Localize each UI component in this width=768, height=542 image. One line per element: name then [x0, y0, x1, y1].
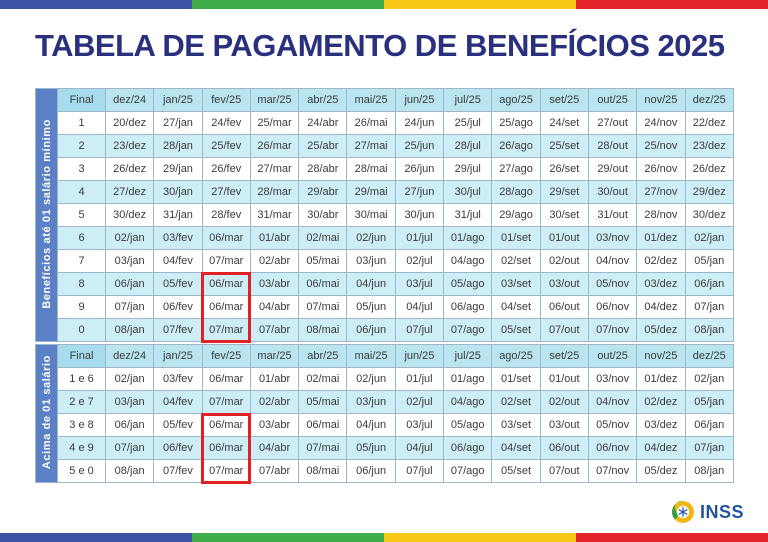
payment-date-cell: 05/jan [685, 391, 733, 414]
payment-date-cell: 03/nov [588, 368, 636, 391]
payment-date-cell: 28/mai [347, 158, 395, 181]
payment-date-cell: 06/jan [106, 414, 154, 437]
payment-date-cell: 04/jul [395, 296, 443, 319]
table-row [36, 204, 734, 227]
table-sidebar-label [36, 89, 58, 342]
payment-table [35, 88, 734, 342]
payment-date-cell: 04/ago [444, 391, 492, 414]
payment-date-cell: 06/nov [588, 437, 636, 460]
payment-date-cell: 28/out [588, 135, 636, 158]
column-header-month: mai/25 [347, 89, 395, 112]
payment-date-cell: 30/dez [685, 204, 733, 227]
table-row [36, 296, 734, 319]
payment-date-cell: 03/jan [106, 391, 154, 414]
payment-date-cell: 02/abr [250, 250, 298, 273]
stripe-segment [576, 0, 768, 9]
table-row [36, 227, 734, 250]
payment-date-cell: 07/mar [202, 250, 250, 273]
payment-date-cell: 30/jun [395, 204, 443, 227]
payment-date-cell: 28/ago [492, 181, 540, 204]
payment-date-cell: 06/ago [444, 296, 492, 319]
payment-date-cell: 05/jun [347, 437, 395, 460]
payment-date-cell: 28/mar [250, 181, 298, 204]
payment-date-cell: 05/dez [637, 460, 685, 483]
payment-date-cell: 02/jun [347, 227, 395, 250]
payment-date-cell: 07/mai [299, 296, 347, 319]
column-header-month: jul/25 [444, 345, 492, 368]
payment-date-cell: 24/nov [637, 112, 685, 135]
payment-date-cell: 04/jun [347, 273, 395, 296]
table-row [36, 319, 734, 342]
payment-date-cell: 23/dez [685, 135, 733, 158]
column-header-month: ago/25 [492, 89, 540, 112]
column-header-month: nov/25 [637, 89, 685, 112]
payment-date-cell: 25/nov [637, 135, 685, 158]
payment-date-cell: 29/jan [154, 158, 202, 181]
payment-date-cell: 05/fev [154, 414, 202, 437]
payment-date-cell: 06/mar [202, 437, 250, 460]
row-label-final: 6 [58, 227, 106, 250]
row-label-final: 2 e 7 [58, 391, 106, 414]
payment-date-cell: 04/nov [588, 391, 636, 414]
payment-date-cell: 03/out [540, 414, 588, 437]
stripe-segment [0, 533, 192, 542]
payment-date-cell: 05/set [492, 460, 540, 483]
payment-date-cell: 05/dez [637, 319, 685, 342]
column-header-month: jun/25 [395, 345, 443, 368]
payment-date-cell: 27/mai [347, 135, 395, 158]
payment-date-cell: 30/dez [106, 204, 154, 227]
payment-date-cell: 01/jul [395, 227, 443, 250]
payment-date-cell: 03/set [492, 273, 540, 296]
payment-date-cell: 06/mai [299, 414, 347, 437]
payment-date-cell: 06/mai [299, 273, 347, 296]
row-label-final: 0 [58, 319, 106, 342]
payment-date-cell: 22/dez [685, 112, 733, 135]
payment-date-cell: 03/jul [395, 273, 443, 296]
table-row [36, 158, 734, 181]
payment-date-cell: 03/set [492, 414, 540, 437]
payment-date-cell: 06/mar [202, 227, 250, 250]
column-header-month: dez/24 [106, 89, 154, 112]
column-header-month: jun/25 [395, 89, 443, 112]
payment-date-cell: 03/jan [106, 250, 154, 273]
payment-date-cell: 01/out [540, 227, 588, 250]
sidebar-label-text: Benefícios até 01 salário mínimo [40, 118, 53, 309]
payment-table-minimum-wage [35, 88, 734, 342]
top-color-stripe [0, 0, 768, 9]
payment-date-cell: 07/ago [444, 319, 492, 342]
payment-date-cell: 06/out [540, 296, 588, 319]
table-row [36, 112, 734, 135]
payment-date-cell: 02/jul [395, 250, 443, 273]
payment-date-cell: 06/fev [154, 296, 202, 319]
payment-date-cell: 07/fev [154, 460, 202, 483]
column-header-month: set/25 [540, 345, 588, 368]
payment-date-cell: 02/mai [299, 227, 347, 250]
payment-date-cell: 04/fev [154, 250, 202, 273]
stripe-segment [384, 533, 576, 542]
column-header-month: set/25 [540, 89, 588, 112]
payment-date-cell: 04/abr [250, 296, 298, 319]
payment-date-cell: 06/mar [202, 296, 250, 319]
payment-date-cell: 26/dez [685, 158, 733, 181]
payment-date-cell: 29/mai [347, 181, 395, 204]
column-header-month: out/25 [588, 345, 636, 368]
payment-date-cell: 28/nov [637, 204, 685, 227]
payment-date-cell: 03/nov [588, 227, 636, 250]
payment-date-cell: 26/nov [637, 158, 685, 181]
table-header-row [36, 89, 734, 112]
payment-date-cell: 31/mar [250, 204, 298, 227]
column-header-month: dez/25 [685, 89, 733, 112]
payment-date-cell: 03/jul [395, 414, 443, 437]
payment-date-cell: 29/abr [299, 181, 347, 204]
payment-date-cell: 27/jun [395, 181, 443, 204]
payment-date-cell: 07/fev [154, 319, 202, 342]
payment-date-cell: 02/mai [299, 368, 347, 391]
payment-date-cell: 02/out [540, 250, 588, 273]
column-header-month: abr/25 [299, 89, 347, 112]
payment-date-cell: 07/abr [250, 460, 298, 483]
payment-date-cell: 08/jan [106, 319, 154, 342]
table-row [36, 437, 734, 460]
payment-date-cell: 03/jun [347, 391, 395, 414]
payment-date-cell: 01/dez [637, 227, 685, 250]
payment-date-cell: 26/fev [202, 158, 250, 181]
payment-date-cell: 04/nov [588, 250, 636, 273]
payment-date-cell: 06/mar [202, 414, 250, 437]
row-label-final: 5 [58, 204, 106, 227]
payment-date-cell: 04/abr [250, 437, 298, 460]
row-label-final: 1 e 6 [58, 368, 106, 391]
payment-date-cell: 01/set [492, 227, 540, 250]
payment-date-cell: 30/jan [154, 181, 202, 204]
payment-date-cell: 07/jul [395, 319, 443, 342]
page-title: TABELA DE PAGAMENTO DE BENEFÍCIOS 2025 [35, 28, 725, 63]
payment-date-cell: 20/dez [106, 112, 154, 135]
payment-date-cell: 27/out [588, 112, 636, 135]
payment-date-cell: 07/out [540, 460, 588, 483]
payment-date-cell: 02/jun [347, 368, 395, 391]
payment-date-cell: 05/jan [685, 250, 733, 273]
payment-date-cell: 03/out [540, 273, 588, 296]
table-row [36, 368, 734, 391]
stripe-segment [0, 0, 192, 9]
row-label-final: 1 [58, 112, 106, 135]
payment-date-cell: 27/ago [492, 158, 540, 181]
payment-date-cell: 04/fev [154, 391, 202, 414]
payment-date-cell: 29/set [540, 181, 588, 204]
table-row [36, 273, 734, 296]
payment-date-cell: 05/ago [444, 414, 492, 437]
payment-date-cell: 01/dez [637, 368, 685, 391]
payment-date-cell: 25/jul [444, 112, 492, 135]
row-label-final: 3 e 8 [58, 414, 106, 437]
table-row [36, 391, 734, 414]
payment-date-cell: 26/set [540, 158, 588, 181]
payment-date-cell: 04/dez [637, 296, 685, 319]
payment-date-cell: 28/fev [202, 204, 250, 227]
payment-table [35, 344, 734, 483]
payment-date-cell: 02/jan [106, 368, 154, 391]
table-row [36, 181, 734, 204]
payment-date-cell: 30/jul [444, 181, 492, 204]
payment-date-cell: 05/fev [154, 273, 202, 296]
payment-date-cell: 06/jun [347, 460, 395, 483]
column-header-month: mar/25 [250, 345, 298, 368]
payment-date-cell: 26/mai [347, 112, 395, 135]
payment-date-cell: 03/fev [154, 227, 202, 250]
payment-date-cell: 27/jan [154, 112, 202, 135]
payment-date-cell: 02/jul [395, 391, 443, 414]
payment-date-cell: 07/jan [106, 296, 154, 319]
payment-date-cell: 07/jul [395, 460, 443, 483]
payment-date-cell: 02/set [492, 391, 540, 414]
stripe-segment [192, 0, 384, 9]
payment-date-cell: 03/dez [637, 273, 685, 296]
bottom-color-stripe [0, 533, 768, 542]
column-header-month: fev/25 [202, 345, 250, 368]
column-header-month: jan/25 [154, 89, 202, 112]
payment-date-cell: 07/mar [202, 319, 250, 342]
row-label-final: 8 [58, 273, 106, 296]
row-label-final: 5 e 0 [58, 460, 106, 483]
payment-date-cell: 27/nov [637, 181, 685, 204]
table-row [36, 135, 734, 158]
column-header-final: Final [58, 89, 106, 112]
payment-date-cell: 07/nov [588, 460, 636, 483]
payment-date-cell: 05/nov [588, 414, 636, 437]
payment-date-cell: 04/jun [347, 414, 395, 437]
payment-date-cell: 28/abr [299, 158, 347, 181]
payment-date-cell: 03/jun [347, 250, 395, 273]
payment-date-cell: 02/dez [637, 391, 685, 414]
payment-date-cell: 04/ago [444, 250, 492, 273]
stripe-segment [576, 533, 768, 542]
payment-date-cell: 06/mar [202, 273, 250, 296]
inss-logo [671, 500, 744, 524]
payment-date-cell: 06/fev [154, 437, 202, 460]
payment-date-cell: 30/out [588, 181, 636, 204]
payment-date-cell: 04/set [492, 437, 540, 460]
payment-date-cell: 29/out [588, 158, 636, 181]
table-sidebar-label [36, 345, 58, 483]
payment-date-cell: 08/jan [685, 319, 733, 342]
payment-date-cell: 07/mar [202, 460, 250, 483]
column-header-month: jan/25 [154, 345, 202, 368]
payment-date-cell: 24/abr [299, 112, 347, 135]
payment-date-cell: 02/jan [106, 227, 154, 250]
payment-date-cell: 07/jan [685, 296, 733, 319]
payment-date-cell: 27/mar [250, 158, 298, 181]
payment-date-cell: 05/mai [299, 250, 347, 273]
column-header-month: ago/25 [492, 345, 540, 368]
row-label-final: 2 [58, 135, 106, 158]
payment-date-cell: 28/jul [444, 135, 492, 158]
payment-date-cell: 06/jan [106, 273, 154, 296]
payment-date-cell: 06/out [540, 437, 588, 460]
payment-date-cell: 05/ago [444, 273, 492, 296]
payment-date-cell: 27/dez [106, 181, 154, 204]
payment-date-cell: 01/set [492, 368, 540, 391]
payment-date-cell: 01/jul [395, 368, 443, 391]
table-header-row [36, 345, 734, 368]
payment-date-cell: 08/jan [106, 460, 154, 483]
payment-date-cell: 01/ago [444, 227, 492, 250]
payment-date-cell: 07/jan [685, 437, 733, 460]
payment-date-cell: 06/jan [685, 414, 733, 437]
payment-date-cell: 08/mai [299, 460, 347, 483]
payment-date-cell: 25/abr [299, 135, 347, 158]
column-header-month: jul/25 [444, 89, 492, 112]
inss-emblem-icon [671, 500, 695, 524]
payment-date-cell: 02/jan [685, 227, 733, 250]
payment-date-cell: 29/dez [685, 181, 733, 204]
column-header-final: Final [58, 345, 106, 368]
payment-date-cell: 05/mai [299, 391, 347, 414]
payment-date-cell: 01/out [540, 368, 588, 391]
payment-date-cell: 25/ago [492, 112, 540, 135]
payment-date-cell: 07/mai [299, 437, 347, 460]
column-header-month: mar/25 [250, 89, 298, 112]
payment-date-cell: 31/out [588, 204, 636, 227]
payment-date-cell: 25/mar [250, 112, 298, 135]
payment-date-cell: 30/set [540, 204, 588, 227]
column-header-month: fev/25 [202, 89, 250, 112]
payment-date-cell: 07/ago [444, 460, 492, 483]
payment-date-cell: 04/jul [395, 437, 443, 460]
payment-date-cell: 27/fev [202, 181, 250, 204]
payment-date-cell: 26/mar [250, 135, 298, 158]
payment-date-cell: 26/ago [492, 135, 540, 158]
payment-date-cell: 08/jan [685, 460, 733, 483]
column-header-month: out/25 [588, 89, 636, 112]
payment-date-cell: 02/set [492, 250, 540, 273]
payment-date-cell: 28/jan [154, 135, 202, 158]
payment-date-cell: 31/jul [444, 204, 492, 227]
payment-date-cell: 01/ago [444, 368, 492, 391]
payment-date-cell: 25/fev [202, 135, 250, 158]
payment-date-cell: 07/abr [250, 319, 298, 342]
column-header-month: dez/25 [685, 345, 733, 368]
stripe-segment [192, 533, 384, 542]
sidebar-label-text: Acima de 01 salário [40, 354, 53, 470]
payment-date-cell: 03/abr [250, 273, 298, 296]
payment-date-cell: 03/fev [154, 368, 202, 391]
payment-date-cell: 24/fev [202, 112, 250, 135]
payment-date-cell: 02/abr [250, 391, 298, 414]
payment-date-cell: 29/jul [444, 158, 492, 181]
payment-date-cell: 25/jun [395, 135, 443, 158]
payment-date-cell: 01/abr [250, 227, 298, 250]
payment-date-cell: 07/jan [106, 437, 154, 460]
payment-date-cell: 25/set [540, 135, 588, 158]
payment-date-cell: 01/abr [250, 368, 298, 391]
row-label-final: 4 e 9 [58, 437, 106, 460]
payment-date-cell: 26/jun [395, 158, 443, 181]
payment-date-cell: 24/jun [395, 112, 443, 135]
payment-date-cell: 06/ago [444, 437, 492, 460]
payment-date-cell: 02/jan [685, 368, 733, 391]
payment-date-cell: 04/set [492, 296, 540, 319]
payment-date-cell: 07/mar [202, 391, 250, 414]
payment-date-cell: 07/nov [588, 319, 636, 342]
column-header-month: nov/25 [637, 345, 685, 368]
payment-table-above-minimum [35, 344, 734, 483]
inss-logo-text: INSS [699, 501, 744, 522]
table-row [36, 460, 734, 483]
payment-date-cell: 23/dez [106, 135, 154, 158]
row-label-final: 9 [58, 296, 106, 319]
payment-date-cell: 07/out [540, 319, 588, 342]
payment-date-cell: 30/abr [299, 204, 347, 227]
column-header-month: mai/25 [347, 345, 395, 368]
payment-date-cell: 06/jun [347, 319, 395, 342]
payment-date-cell: 03/abr [250, 414, 298, 437]
stripe-segment [384, 0, 576, 9]
column-header-month: abr/25 [299, 345, 347, 368]
payment-date-cell: 06/jan [685, 273, 733, 296]
row-label-final: 4 [58, 181, 106, 204]
payment-date-cell: 03/dez [637, 414, 685, 437]
payment-date-cell: 08/mai [299, 319, 347, 342]
payment-date-cell: 05/nov [588, 273, 636, 296]
column-header-month: dez/24 [106, 345, 154, 368]
payment-date-cell: 29/ago [492, 204, 540, 227]
payment-date-cell: 06/mar [202, 368, 250, 391]
payment-date-cell: 05/set [492, 319, 540, 342]
payment-date-cell: 31/jan [154, 204, 202, 227]
payment-date-cell: 02/out [540, 391, 588, 414]
table-row [36, 250, 734, 273]
row-label-final: 7 [58, 250, 106, 273]
payment-date-cell: 02/dez [637, 250, 685, 273]
payment-date-cell: 05/jun [347, 296, 395, 319]
table-row [36, 414, 734, 437]
payment-date-cell: 30/mai [347, 204, 395, 227]
payment-date-cell: 24/set [540, 112, 588, 135]
payment-date-cell: 06/nov [588, 296, 636, 319]
payment-date-cell: 26/dez [106, 158, 154, 181]
row-label-final: 3 [58, 158, 106, 181]
payment-date-cell: 04/dez [637, 437, 685, 460]
